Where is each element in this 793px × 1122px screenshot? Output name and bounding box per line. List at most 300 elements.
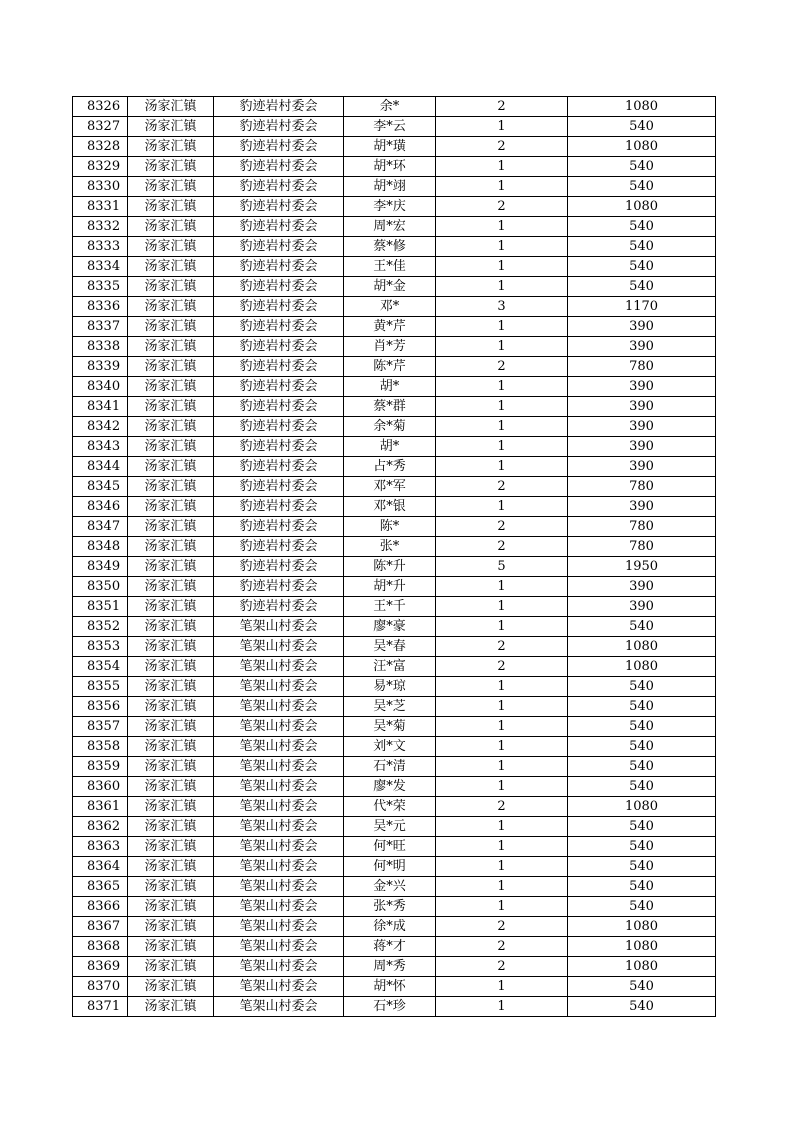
- amount-cell: 540: [568, 677, 716, 697]
- town-cell: 汤家汇镇: [128, 337, 214, 357]
- village-cell: 笔架山村委会: [214, 857, 344, 877]
- town-cell: 汤家汇镇: [128, 517, 214, 537]
- amount-cell: 780: [568, 517, 716, 537]
- village-cell: 笔架山村委会: [214, 657, 344, 677]
- table-row: [73, 617, 716, 637]
- village-cell: 笔架山村委会: [214, 717, 344, 737]
- person-name-cell: 蔡*修: [344, 237, 436, 257]
- table-row: [73, 477, 716, 497]
- household-count-cell: 1: [436, 677, 568, 697]
- serial-number-cell: 8352: [73, 617, 128, 637]
- serial-number-cell: 8356: [73, 697, 128, 717]
- household-count-cell: 1: [436, 217, 568, 237]
- serial-number-cell: 8340: [73, 377, 128, 397]
- person-name-cell: 金*兴: [344, 877, 436, 897]
- town-cell: 汤家汇镇: [128, 737, 214, 757]
- person-name-cell: 吴*春: [344, 637, 436, 657]
- table-row: [73, 537, 716, 557]
- amount-cell: 390: [568, 577, 716, 597]
- serial-number-cell: 8335: [73, 277, 128, 297]
- household-count-cell: 1: [436, 157, 568, 177]
- person-name-cell: 周*秀: [344, 957, 436, 977]
- household-count-cell: 1: [436, 377, 568, 397]
- village-cell: 笔架山村委会: [214, 997, 344, 1017]
- town-cell: 汤家汇镇: [128, 297, 214, 317]
- table-row: [73, 597, 716, 617]
- town-cell: 汤家汇镇: [128, 877, 214, 897]
- village-cell: 笔架山村委会: [214, 877, 344, 897]
- town-cell: 汤家汇镇: [128, 797, 214, 817]
- household-count-cell: 1: [436, 257, 568, 277]
- table-row: [73, 977, 716, 997]
- serial-number-cell: 8361: [73, 797, 128, 817]
- person-name-cell: 胡*翊: [344, 177, 436, 197]
- amount-cell: 540: [568, 617, 716, 637]
- village-cell: 豹迹岩村委会: [214, 517, 344, 537]
- person-name-cell: 代*荣: [344, 797, 436, 817]
- amount-cell: 540: [568, 857, 716, 877]
- amount-cell: 780: [568, 357, 716, 377]
- town-cell: 汤家汇镇: [128, 697, 214, 717]
- table-row: [73, 937, 716, 957]
- person-name-cell: 余*: [344, 97, 436, 117]
- village-cell: 笔架山村委会: [214, 617, 344, 637]
- person-name-cell: 胡*: [344, 437, 436, 457]
- town-cell: 汤家汇镇: [128, 817, 214, 837]
- village-cell: 豹迹岩村委会: [214, 597, 344, 617]
- town-cell: 汤家汇镇: [128, 317, 214, 337]
- amount-cell: 390: [568, 417, 716, 437]
- village-cell: 笔架山村委会: [214, 637, 344, 657]
- household-count-cell: 1: [436, 317, 568, 337]
- amount-cell: 390: [568, 397, 716, 417]
- household-count-cell: 1: [436, 597, 568, 617]
- town-cell: 汤家汇镇: [128, 117, 214, 137]
- person-name-cell: 吴*芝: [344, 697, 436, 717]
- amount-cell: 540: [568, 737, 716, 757]
- amount-cell: 390: [568, 597, 716, 617]
- person-name-cell: 吴*菊: [344, 717, 436, 737]
- table-row: [73, 317, 716, 337]
- table-row: [73, 357, 716, 377]
- household-count-cell: 1: [436, 877, 568, 897]
- town-cell: 汤家汇镇: [128, 557, 214, 577]
- serial-number-cell: 8328: [73, 137, 128, 157]
- table-row: [73, 97, 716, 117]
- table-row: [73, 677, 716, 697]
- town-cell: 汤家汇镇: [128, 857, 214, 877]
- table-row: [73, 197, 716, 217]
- table-row: [73, 177, 716, 197]
- village-cell: 豹迹岩村委会: [214, 437, 344, 457]
- amount-cell: 540: [568, 837, 716, 857]
- table-row: [73, 717, 716, 737]
- village-cell: 豹迹岩村委会: [214, 317, 344, 337]
- serial-number-cell: 8348: [73, 537, 128, 557]
- village-cell: 豹迹岩村委会: [214, 357, 344, 377]
- household-count-cell: 2: [436, 917, 568, 937]
- serial-number-cell: 8326: [73, 97, 128, 117]
- household-count-cell: 2: [436, 357, 568, 377]
- person-name-cell: 邓*军: [344, 477, 436, 497]
- household-count-cell: 5: [436, 557, 568, 577]
- village-cell: 豹迹岩村委会: [214, 97, 344, 117]
- amount-cell: 540: [568, 877, 716, 897]
- household-count-cell: 1: [436, 717, 568, 737]
- serial-number-cell: 8349: [73, 557, 128, 577]
- person-name-cell: 何*旺: [344, 837, 436, 857]
- town-cell: 汤家汇镇: [128, 457, 214, 477]
- serial-number-cell: 8339: [73, 357, 128, 377]
- table-row: [73, 797, 716, 817]
- town-cell: 汤家汇镇: [128, 157, 214, 177]
- town-cell: 汤家汇镇: [128, 497, 214, 517]
- village-cell: 笔架山村委会: [214, 917, 344, 937]
- village-cell: 笔架山村委会: [214, 897, 344, 917]
- household-count-cell: 1: [436, 837, 568, 857]
- roster-table-body: [73, 97, 716, 1017]
- person-name-cell: 邓*: [344, 297, 436, 317]
- town-cell: 汤家汇镇: [128, 677, 214, 697]
- serial-number-cell: 8358: [73, 737, 128, 757]
- table-row: [73, 457, 716, 477]
- person-name-cell: 占*秀: [344, 457, 436, 477]
- amount-cell: 1080: [568, 657, 716, 677]
- village-cell: 豹迹岩村委会: [214, 237, 344, 257]
- roster-table: [72, 96, 716, 1017]
- amount-cell: 1080: [568, 637, 716, 657]
- person-name-cell: 易*琼: [344, 677, 436, 697]
- household-count-cell: 2: [436, 657, 568, 677]
- table-row: [73, 897, 716, 917]
- household-count-cell: 2: [436, 957, 568, 977]
- town-cell: 汤家汇镇: [128, 937, 214, 957]
- serial-number-cell: 8347: [73, 517, 128, 537]
- household-count-cell: 1: [436, 177, 568, 197]
- household-count-cell: 2: [436, 637, 568, 657]
- person-name-cell: 廖*豪: [344, 617, 436, 637]
- serial-number-cell: 8334: [73, 257, 128, 277]
- table-row: [73, 237, 716, 257]
- town-cell: 汤家汇镇: [128, 277, 214, 297]
- amount-cell: 540: [568, 237, 716, 257]
- town-cell: 汤家汇镇: [128, 477, 214, 497]
- serial-number-cell: 8353: [73, 637, 128, 657]
- town-cell: 汤家汇镇: [128, 777, 214, 797]
- household-count-cell: 1: [436, 997, 568, 1017]
- person-name-cell: 徐*成: [344, 917, 436, 937]
- table-row: [73, 917, 716, 937]
- household-count-cell: 1: [436, 237, 568, 257]
- serial-number-cell: 8338: [73, 337, 128, 357]
- village-cell: 笔架山村委会: [214, 957, 344, 977]
- town-cell: 汤家汇镇: [128, 97, 214, 117]
- town-cell: 汤家汇镇: [128, 657, 214, 677]
- village-cell: 豹迹岩村委会: [214, 397, 344, 417]
- amount-cell: 1080: [568, 917, 716, 937]
- table-row: [73, 557, 716, 577]
- town-cell: 汤家汇镇: [128, 897, 214, 917]
- table-row: [73, 637, 716, 657]
- village-cell: 笔架山村委会: [214, 797, 344, 817]
- amount-cell: 540: [568, 777, 716, 797]
- serial-number-cell: 8357: [73, 717, 128, 737]
- table-row: [73, 757, 716, 777]
- serial-number-cell: 8367: [73, 917, 128, 937]
- village-cell: 豹迹岩村委会: [214, 217, 344, 237]
- table-row: [73, 337, 716, 357]
- person-name-cell: 李*庆: [344, 197, 436, 217]
- amount-cell: 540: [568, 277, 716, 297]
- amount-cell: 1080: [568, 937, 716, 957]
- town-cell: 汤家汇镇: [128, 717, 214, 737]
- household-count-cell: 1: [436, 337, 568, 357]
- town-cell: 汤家汇镇: [128, 257, 214, 277]
- amount-cell: 1080: [568, 137, 716, 157]
- town-cell: 汤家汇镇: [128, 137, 214, 157]
- household-count-cell: 1: [436, 977, 568, 997]
- serial-number-cell: 8336: [73, 297, 128, 317]
- person-name-cell: 张*秀: [344, 897, 436, 917]
- amount-cell: 1170: [568, 297, 716, 317]
- village-cell: 笔架山村委会: [214, 817, 344, 837]
- person-name-cell: 蔡*群: [344, 397, 436, 417]
- table-row: [73, 217, 716, 237]
- table-row: [73, 837, 716, 857]
- person-name-cell: 胡*: [344, 377, 436, 397]
- town-cell: 汤家汇镇: [128, 757, 214, 777]
- serial-number-cell: 8342: [73, 417, 128, 437]
- serial-number-cell: 8346: [73, 497, 128, 517]
- village-cell: 豹迹岩村委会: [214, 177, 344, 197]
- table-row: [73, 277, 716, 297]
- village-cell: 豹迹岩村委会: [214, 337, 344, 357]
- person-name-cell: 胡*金: [344, 277, 436, 297]
- person-name-cell: 胡*环: [344, 157, 436, 177]
- village-cell: 笔架山村委会: [214, 937, 344, 957]
- person-name-cell: 胡*璜: [344, 137, 436, 157]
- person-name-cell: 陈*升: [344, 557, 436, 577]
- serial-number-cell: 8355: [73, 677, 128, 697]
- household-count-cell: 1: [436, 277, 568, 297]
- serial-number-cell: 8364: [73, 857, 128, 877]
- amount-cell: 540: [568, 817, 716, 837]
- household-count-cell: 2: [436, 937, 568, 957]
- household-count-cell: 1: [436, 437, 568, 457]
- amount-cell: 1080: [568, 797, 716, 817]
- amount-cell: 1080: [568, 957, 716, 977]
- serial-number-cell: 8363: [73, 837, 128, 857]
- serial-number-cell: 8369: [73, 957, 128, 977]
- serial-number-cell: 8330: [73, 177, 128, 197]
- person-name-cell: 蒋*才: [344, 937, 436, 957]
- table-row: [73, 777, 716, 797]
- town-cell: 汤家汇镇: [128, 977, 214, 997]
- amount-cell: 1080: [568, 197, 716, 217]
- village-cell: 豹迹岩村委会: [214, 197, 344, 217]
- amount-cell: 780: [568, 477, 716, 497]
- table-row: [73, 157, 716, 177]
- amount-cell: 540: [568, 757, 716, 777]
- person-name-cell: 吴*元: [344, 817, 436, 837]
- household-count-cell: 1: [436, 857, 568, 877]
- village-cell: 笔架山村委会: [214, 697, 344, 717]
- amount-cell: 540: [568, 177, 716, 197]
- household-count-cell: 1: [436, 117, 568, 137]
- town-cell: 汤家汇镇: [128, 177, 214, 197]
- person-name-cell: 廖*发: [344, 777, 436, 797]
- table-row: [73, 517, 716, 537]
- town-cell: 汤家汇镇: [128, 917, 214, 937]
- serial-number-cell: 8337: [73, 317, 128, 337]
- person-name-cell: 陈*: [344, 517, 436, 537]
- town-cell: 汤家汇镇: [128, 217, 214, 237]
- table-row: [73, 117, 716, 137]
- household-count-cell: 1: [436, 897, 568, 917]
- household-count-cell: 1: [436, 577, 568, 597]
- serial-number-cell: 8359: [73, 757, 128, 777]
- household-count-cell: 1: [436, 817, 568, 837]
- amount-cell: 390: [568, 497, 716, 517]
- amount-cell: 540: [568, 997, 716, 1017]
- town-cell: 汤家汇镇: [128, 377, 214, 397]
- person-name-cell: 邓*银: [344, 497, 436, 517]
- household-count-cell: 3: [436, 297, 568, 317]
- household-count-cell: 2: [436, 97, 568, 117]
- person-name-cell: 王*千: [344, 597, 436, 617]
- household-count-cell: 1: [436, 457, 568, 477]
- amount-cell: 540: [568, 697, 716, 717]
- household-count-cell: 1: [436, 697, 568, 717]
- amount-cell: 540: [568, 977, 716, 997]
- village-cell: 豹迹岩村委会: [214, 477, 344, 497]
- person-name-cell: 周*宏: [344, 217, 436, 237]
- table-row: [73, 297, 716, 317]
- person-name-cell: 王*佳: [344, 257, 436, 277]
- town-cell: 汤家汇镇: [128, 437, 214, 457]
- table-row: [73, 817, 716, 837]
- person-name-cell: 胡*升: [344, 577, 436, 597]
- village-cell: 豹迹岩村委会: [214, 277, 344, 297]
- person-name-cell: 石*珍: [344, 997, 436, 1017]
- town-cell: 汤家汇镇: [128, 637, 214, 657]
- amount-cell: 540: [568, 117, 716, 137]
- serial-number-cell: 8345: [73, 477, 128, 497]
- amount-cell: 390: [568, 437, 716, 457]
- town-cell: 汤家汇镇: [128, 197, 214, 217]
- amount-cell: 390: [568, 457, 716, 477]
- table-row: [73, 137, 716, 157]
- table-row: [73, 377, 716, 397]
- town-cell: 汤家汇镇: [128, 237, 214, 257]
- serial-number-cell: 8370: [73, 977, 128, 997]
- town-cell: 汤家汇镇: [128, 537, 214, 557]
- person-name-cell: 胡*怀: [344, 977, 436, 997]
- household-count-cell: 1: [436, 417, 568, 437]
- serial-number-cell: 8351: [73, 597, 128, 617]
- person-name-cell: 何*明: [344, 857, 436, 877]
- serial-number-cell: 8368: [73, 937, 128, 957]
- village-cell: 豹迹岩村委会: [214, 297, 344, 317]
- person-name-cell: 张*: [344, 537, 436, 557]
- village-cell: 笔架山村委会: [214, 677, 344, 697]
- household-count-cell: 2: [436, 537, 568, 557]
- person-name-cell: 李*云: [344, 117, 436, 137]
- table-row: [73, 997, 716, 1017]
- table-row: [73, 877, 716, 897]
- amount-cell: 540: [568, 897, 716, 917]
- amount-cell: 540: [568, 717, 716, 737]
- serial-number-cell: 8371: [73, 997, 128, 1017]
- table-row: [73, 657, 716, 677]
- village-cell: 豹迹岩村委会: [214, 577, 344, 597]
- village-cell: 豹迹岩村委会: [214, 417, 344, 437]
- town-cell: 汤家汇镇: [128, 957, 214, 977]
- table-row: [73, 417, 716, 437]
- amount-cell: 390: [568, 317, 716, 337]
- serial-number-cell: 8362: [73, 817, 128, 837]
- serial-number-cell: 8350: [73, 577, 128, 597]
- serial-number-cell: 8360: [73, 777, 128, 797]
- serial-number-cell: 8329: [73, 157, 128, 177]
- town-cell: 汤家汇镇: [128, 397, 214, 417]
- table-row: [73, 257, 716, 277]
- village-cell: 豹迹岩村委会: [214, 497, 344, 517]
- village-cell: 笔架山村委会: [214, 757, 344, 777]
- village-cell: 豹迹岩村委会: [214, 117, 344, 137]
- village-cell: 笔架山村委会: [214, 977, 344, 997]
- town-cell: 汤家汇镇: [128, 577, 214, 597]
- serial-number-cell: 8354: [73, 657, 128, 677]
- household-count-cell: 2: [436, 197, 568, 217]
- town-cell: 汤家汇镇: [128, 417, 214, 437]
- person-name-cell: 汪*富: [344, 657, 436, 677]
- household-count-cell: 2: [436, 137, 568, 157]
- village-cell: 笔架山村委会: [214, 737, 344, 757]
- household-count-cell: 2: [436, 517, 568, 537]
- household-count-cell: 2: [436, 797, 568, 817]
- serial-number-cell: 8333: [73, 237, 128, 257]
- serial-number-cell: 8327: [73, 117, 128, 137]
- table-row: [73, 737, 716, 757]
- town-cell: 汤家汇镇: [128, 837, 214, 857]
- village-cell: 笔架山村委会: [214, 777, 344, 797]
- serial-number-cell: 8366: [73, 897, 128, 917]
- table-row: [73, 957, 716, 977]
- village-cell: 豹迹岩村委会: [214, 557, 344, 577]
- village-cell: 豹迹岩村委会: [214, 377, 344, 397]
- person-name-cell: 刘*文: [344, 737, 436, 757]
- village-cell: 豹迹岩村委会: [214, 257, 344, 277]
- table-row: [73, 497, 716, 517]
- village-cell: 豹迹岩村委会: [214, 137, 344, 157]
- amount-cell: 1950: [568, 557, 716, 577]
- table-row: [73, 857, 716, 877]
- town-cell: 汤家汇镇: [128, 997, 214, 1017]
- person-name-cell: 肖*芳: [344, 337, 436, 357]
- village-cell: 笔架山村委会: [214, 837, 344, 857]
- table-row: [73, 697, 716, 717]
- serial-number-cell: 8331: [73, 197, 128, 217]
- household-count-cell: 1: [436, 497, 568, 517]
- person-name-cell: 余*菊: [344, 417, 436, 437]
- town-cell: 汤家汇镇: [128, 357, 214, 377]
- town-cell: 汤家汇镇: [128, 617, 214, 637]
- village-cell: 豹迹岩村委会: [214, 157, 344, 177]
- serial-number-cell: 8365: [73, 877, 128, 897]
- household-count-cell: 1: [436, 757, 568, 777]
- serial-number-cell: 8341: [73, 397, 128, 417]
